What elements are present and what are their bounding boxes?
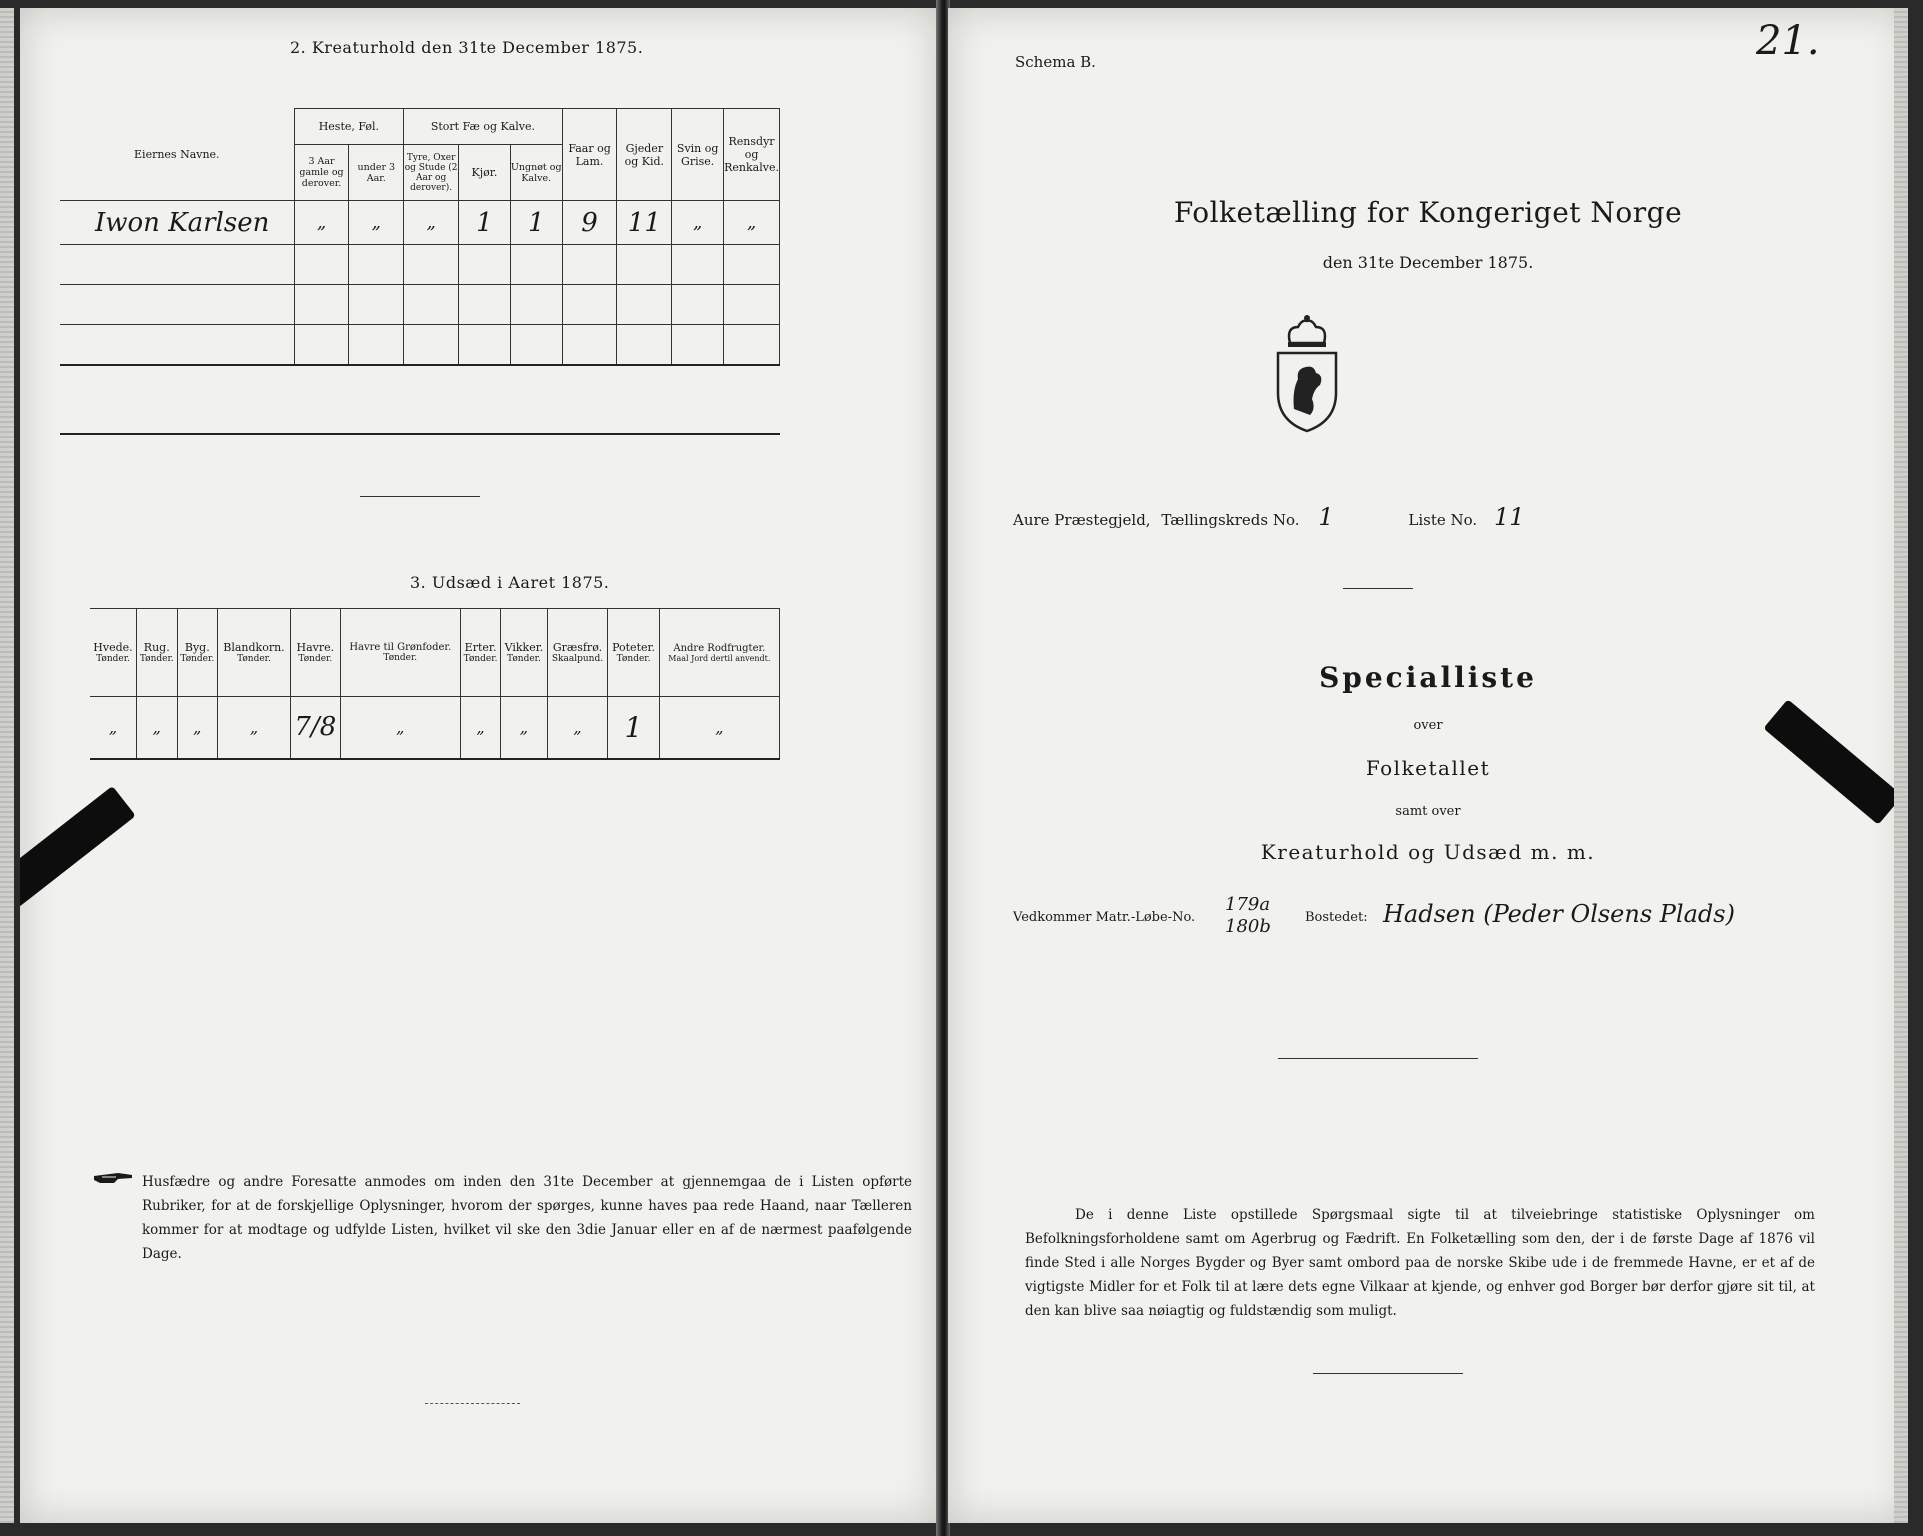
short-divider xyxy=(360,496,480,497)
date-line: den 31te December 1875. xyxy=(1322,253,1534,272)
divider xyxy=(1313,1373,1463,1374)
bottom-dash xyxy=(425,1403,520,1404)
matr-value-a: 179a xyxy=(1225,894,1271,915)
col-rensdyr: Rensdyr og Renkalve. xyxy=(724,109,780,201)
list-value: 11 xyxy=(1493,503,1525,531)
divider xyxy=(1343,588,1413,589)
owner-header: Eiernes Navne. xyxy=(60,109,294,201)
matr-label: Vedkommer Matr.-Løbe-No. xyxy=(1013,910,1196,925)
col-tyre: Tyre, Oxer og Stude (2 Aar og derover). xyxy=(404,145,459,201)
kreatur-title: Kreaturhold og Udsæd m. m. xyxy=(1260,840,1596,864)
col-under3: under 3 Aar. xyxy=(349,145,404,201)
cell: „ xyxy=(218,697,291,759)
sow-poteter: Poteter. Tønder. xyxy=(608,609,659,697)
sow-vikker: Vikker. Tønder. xyxy=(501,609,547,697)
bostedet-value: Hadsen (Peder Olsens Plads) xyxy=(1383,900,1735,928)
page-edge xyxy=(0,8,14,1523)
col-kjor: Kjør. xyxy=(459,145,511,201)
folketallet-label: Folketallet xyxy=(1365,756,1491,780)
main-title: Folketælling for Kongeriget Norge xyxy=(1173,196,1683,229)
notice-text: De i denne Liste opstillede Spørgsmaal sigte til at tilveiebringe statistiske Oplysninger om Befolkningsforholdene samt om Agerbrug og Fædrift. En Folketælling som den, der i de første Dage af 1876 vil finde Sted i alle Norges Bygder og Byer samt ombord paa de norske Skibe ude i de fremmede Havne, er et af de vigtigste Midler for et Folk til at lære dets egne Vilkaar at kjende, og enhver god Borger bør derfor gjøre sit til, at den kan blive saa nøiagtig og fuldstændig som muligt. xyxy=(1025,1207,1815,1319)
table-row xyxy=(90,697,780,759)
sow-blandkorn: Blandkorn. Tønder. xyxy=(218,609,291,697)
cell: „ xyxy=(659,697,779,759)
cell: „ xyxy=(90,697,136,759)
cell: „ xyxy=(177,697,218,759)
cell: „ xyxy=(294,201,349,245)
livestock-table xyxy=(60,108,780,366)
sow-hvede: Hvede. Tønder. xyxy=(90,609,136,697)
cell: „ xyxy=(547,697,608,759)
footnote-text: Husfædre og andre Foresatte anmodes om inden den 31te December at gjennemgaa de i Listen opførte Rubriker, for at de forskjellige Oplysninger, hvorom der spørges, kunne haves paa rede Haand, naar Tælleren kommer for at modtage og udfylde Listen, hvilket vil ske den 3die Januar eller en af de nærmest paafølgende Dage. xyxy=(142,1174,912,1262)
cell: „ xyxy=(672,201,724,245)
cell: „ xyxy=(404,201,459,245)
sow-byg: Byg. Tønder. xyxy=(177,609,218,697)
matr-value-b: 180b xyxy=(1225,916,1271,937)
bostedet-label: Bostedet: xyxy=(1305,910,1368,925)
cell: 7/8 xyxy=(290,697,340,759)
cell: 1 xyxy=(608,697,659,759)
cell: „ xyxy=(349,201,404,245)
divider xyxy=(60,433,780,435)
sow-erter: Erter. Tønder. xyxy=(460,609,501,697)
section3-title: 3. Udsæd i Aaret 1875. xyxy=(410,573,610,592)
table-row xyxy=(60,201,780,245)
divider xyxy=(1278,1058,1478,1059)
col-svin: Svin og Grise. xyxy=(672,109,724,201)
sow-gronfoder: Havre til Grønfoder. Tønder. xyxy=(340,609,460,697)
matr-line xyxy=(1013,896,1893,946)
cell: „ xyxy=(340,697,460,759)
sow-graesfro: Græsfrø. Skaalpund. xyxy=(547,609,608,697)
heste-group-header: Heste, Føl. xyxy=(294,109,404,145)
owner-name: Iwon Karlsen xyxy=(60,201,294,245)
cell: 1 xyxy=(459,201,511,245)
cell: „ xyxy=(136,697,177,759)
black-tab xyxy=(20,786,136,908)
col-ungnot: Ungnøt og Kalve. xyxy=(510,145,562,201)
cell: 11 xyxy=(617,201,672,245)
district-label: Tællingskreds No. xyxy=(1161,511,1300,529)
over-label: over xyxy=(1413,718,1443,733)
col-3aar: 3 Aar gamle og derover. xyxy=(294,145,349,201)
list-label: Liste No. xyxy=(1408,511,1478,529)
parish-label: Aure Præstegjeld, xyxy=(1013,511,1151,529)
sow-rug: Rug. Tønder. xyxy=(136,609,177,697)
page-edge xyxy=(1894,8,1908,1523)
col-faar: Faar og Lam. xyxy=(562,109,617,201)
col-gjeder: Gjeder og Kid. xyxy=(617,109,672,201)
cell: „ xyxy=(724,201,780,245)
section2-title: 2. Kreaturhold den 31te December 1875. xyxy=(290,38,644,57)
parish-line xyxy=(1013,503,1613,531)
page-number: 21. xyxy=(1756,18,1820,64)
right-page xyxy=(948,8,1908,1523)
pointing-hand-icon xyxy=(92,1168,136,1186)
sowing-table xyxy=(90,608,780,760)
schema-label: Schema B. xyxy=(1015,53,1096,71)
cell: 1 xyxy=(510,201,562,245)
specialliste-title: Specialliste xyxy=(1319,661,1537,694)
cell: „ xyxy=(501,697,547,759)
cell: „ xyxy=(460,697,501,759)
samt-over-label: samt over xyxy=(1395,804,1461,819)
left-page xyxy=(20,8,938,1523)
cell: 9 xyxy=(562,201,617,245)
sow-havre: Havre. Tønder. xyxy=(290,609,340,697)
district-value: 1 xyxy=(1318,503,1334,531)
sow-rodfrugter: Andre Rodfrugter. Maal Jord dertil anvendt. xyxy=(659,609,779,697)
coat-of-arms-icon xyxy=(1268,313,1346,433)
stort-group-header: Stort Fæ og Kalve. xyxy=(404,109,562,145)
